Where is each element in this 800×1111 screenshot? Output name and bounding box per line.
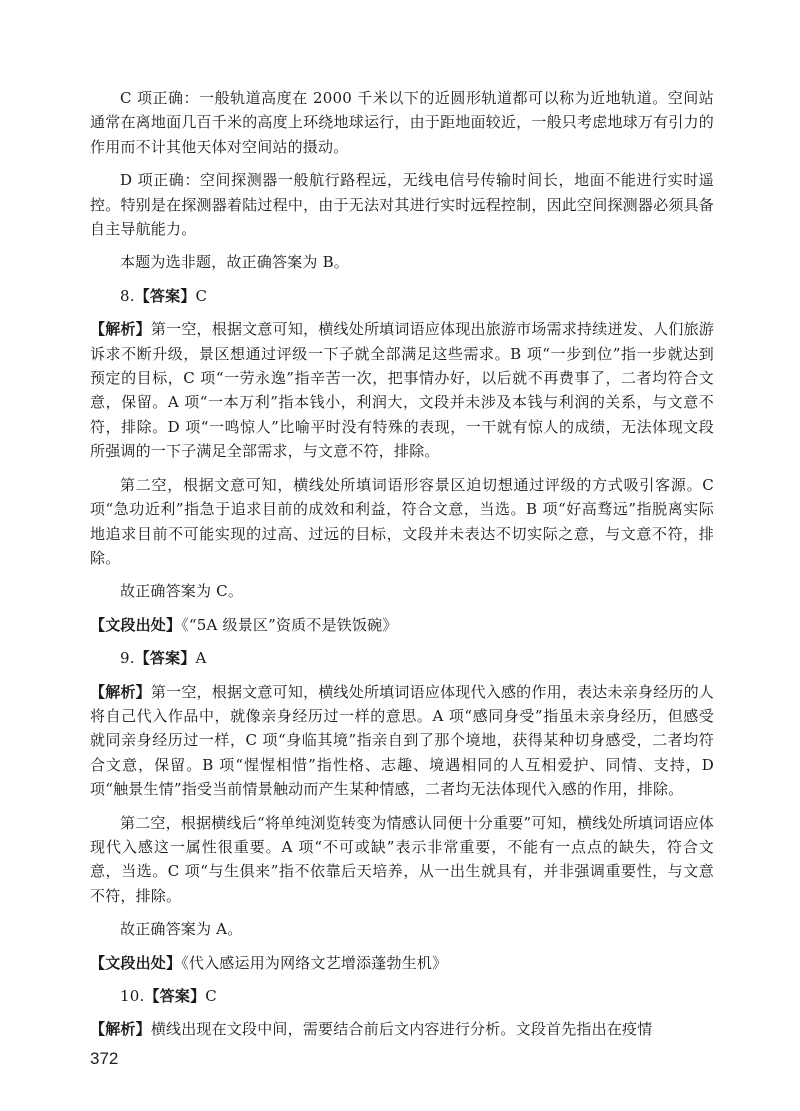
- paragraph-option-d: [90, 168, 714, 241]
- answer-value: C: [205, 987, 217, 1005]
- paragraph-option-c: [90, 86, 714, 159]
- paragraph-text: 第一空，根据文意可知，横线处所填词语应体现出旅游市场需求持续迸发、人们旅游诉求不断升级，景区想通过评级一下子就全部满足这些需求。B 项“一步到位”指一步就达到预定的目标，C 项“一劳永逸”指辛苦一次，把事情办好，以后就不再费事了，二者均符合文意，保留。A 项“一本万利”指本钱小，利润大，文段并未涉及本钱与利润的关系，与文意不符，排除。D 项“一鸣惊人”比喻平时没有特殊的表现，一干就有惊人的成绩，无法体现文段所强调的一下子满足全部需求，与文意不符，排除。: [90, 320, 714, 461]
- paragraph-conclusion-8: [90, 579, 714, 603]
- answer-value: A: [195, 649, 207, 668]
- analysis-tag: 【解析】: [90, 1020, 151, 1039]
- answer-line-8: [90, 284, 714, 308]
- answer-line-10: [90, 984, 714, 1008]
- paragraph-second-blank-8: [90, 473, 714, 571]
- paragraph-text: 本题为选非题，故正确答案为 B。: [120, 253, 349, 272]
- source-title: 《代入感运用为网络文艺增添蓬勃生机》: [181, 953, 448, 972]
- analysis-paragraph-8: [90, 317, 714, 463]
- paragraph-text: 第二空，根据横线后“将单纯浏览转变为情感认同便十分重要”可知，横线处所填词语应体现代入感这一属性很重要。A 项“不可或缺”表示非常重要，不能有一点点的缺失，符合文意，当选。C 项“与生俱来”指不依靠后天培养，从一出生就具有，并非强调重要性，与文意不符，排除。: [90, 813, 714, 905]
- page-content: [90, 86, 714, 1042]
- paragraph-text: 故正确答案为 A。: [120, 920, 243, 939]
- source-tag: 【文段出处】: [90, 953, 182, 972]
- analysis-tag: 【解析】: [90, 320, 151, 339]
- paragraph-conclusion-9: [90, 917, 714, 941]
- paragraph-text: C 项正确：一般轨道高度在 2000 千米以下的近圆形轨道都可以称为近地轨道。空间站通常在离地面几百千米的高度上环绕地球运行，由于距地面较近，一般只考虑地球万有引力的作用而不计其他天体对空间站的摄动。: [90, 89, 714, 156]
- page-number: 372: [90, 1049, 119, 1068]
- analysis-paragraph-10: [90, 1017, 714, 1041]
- answer-tag: 【答案】: [134, 286, 196, 305]
- source-line-9: [90, 951, 714, 975]
- answer-value: C: [195, 286, 208, 305]
- answer-line-9: [90, 646, 714, 670]
- paragraph-second-blank-9: [90, 811, 714, 909]
- analysis-tag: 【解析】: [90, 682, 151, 701]
- analysis-paragraph-9: [90, 680, 714, 802]
- answer-tag: 【答案】: [144, 987, 206, 1005]
- paragraph-text: 横线出现在文段中间，需要结合前后文内容进行分析。文段首先指出在疫情: [150, 1020, 653, 1039]
- paragraph-text: 第二空，根据文意可知，横线处所填词语形容景区迫切想通过评级的方式吸引客源。C 项“急功近利”指急于追求目前的成效和利益，符合文意，当选。B 项“好高骛远”指脱离实际地追求目前不可能实现的过高、过远的目标，文段并未表达不切实际之意，与文意不符，排除。: [90, 475, 714, 567]
- question-number: 10.: [120, 987, 145, 1005]
- answer-tag: 【答案】: [134, 649, 196, 668]
- question-number: 9.: [120, 649, 135, 668]
- source-tag: 【文段出处】: [90, 615, 182, 634]
- source-line-8: [90, 613, 714, 637]
- paragraph-conclusion: [90, 250, 714, 274]
- question-number: 8.: [120, 286, 135, 305]
- paragraph-text: 故正确答案为 C。: [120, 582, 244, 601]
- paragraph-text: 第一空，根据文意可知，横线处所填词语应体现代入感的作用，表达未亲身经历的人将自己代入作品中，就像亲身经历过一样的意思。A 项“感同身受”指虽未亲身经历，但感受就同亲身经历过一样，C 项“身临其境”指亲自到了那个境地，获得某种切身感受，二者均符合文意，保留。B 项“惺惺相惜”指性格、志趣、境遇相同的人互相爱护、同情、支持，D 项“触景生情”指受当前情景触动而产生某种情感，二者均无法体现代入感的作用，排除。: [90, 682, 714, 799]
- source-title: 《“5A 级景区”资质不是铁饭碗》: [181, 615, 398, 634]
- paragraph-text: D 项正确：空间探测器一般航行路程远，无线电信号传输时间长，地面不能进行实时遥控。特别是在探测器着陆过程中，由于无法对其进行实时远程控制，因此空间探测器必须具备自主导航能力。: [90, 171, 714, 239]
